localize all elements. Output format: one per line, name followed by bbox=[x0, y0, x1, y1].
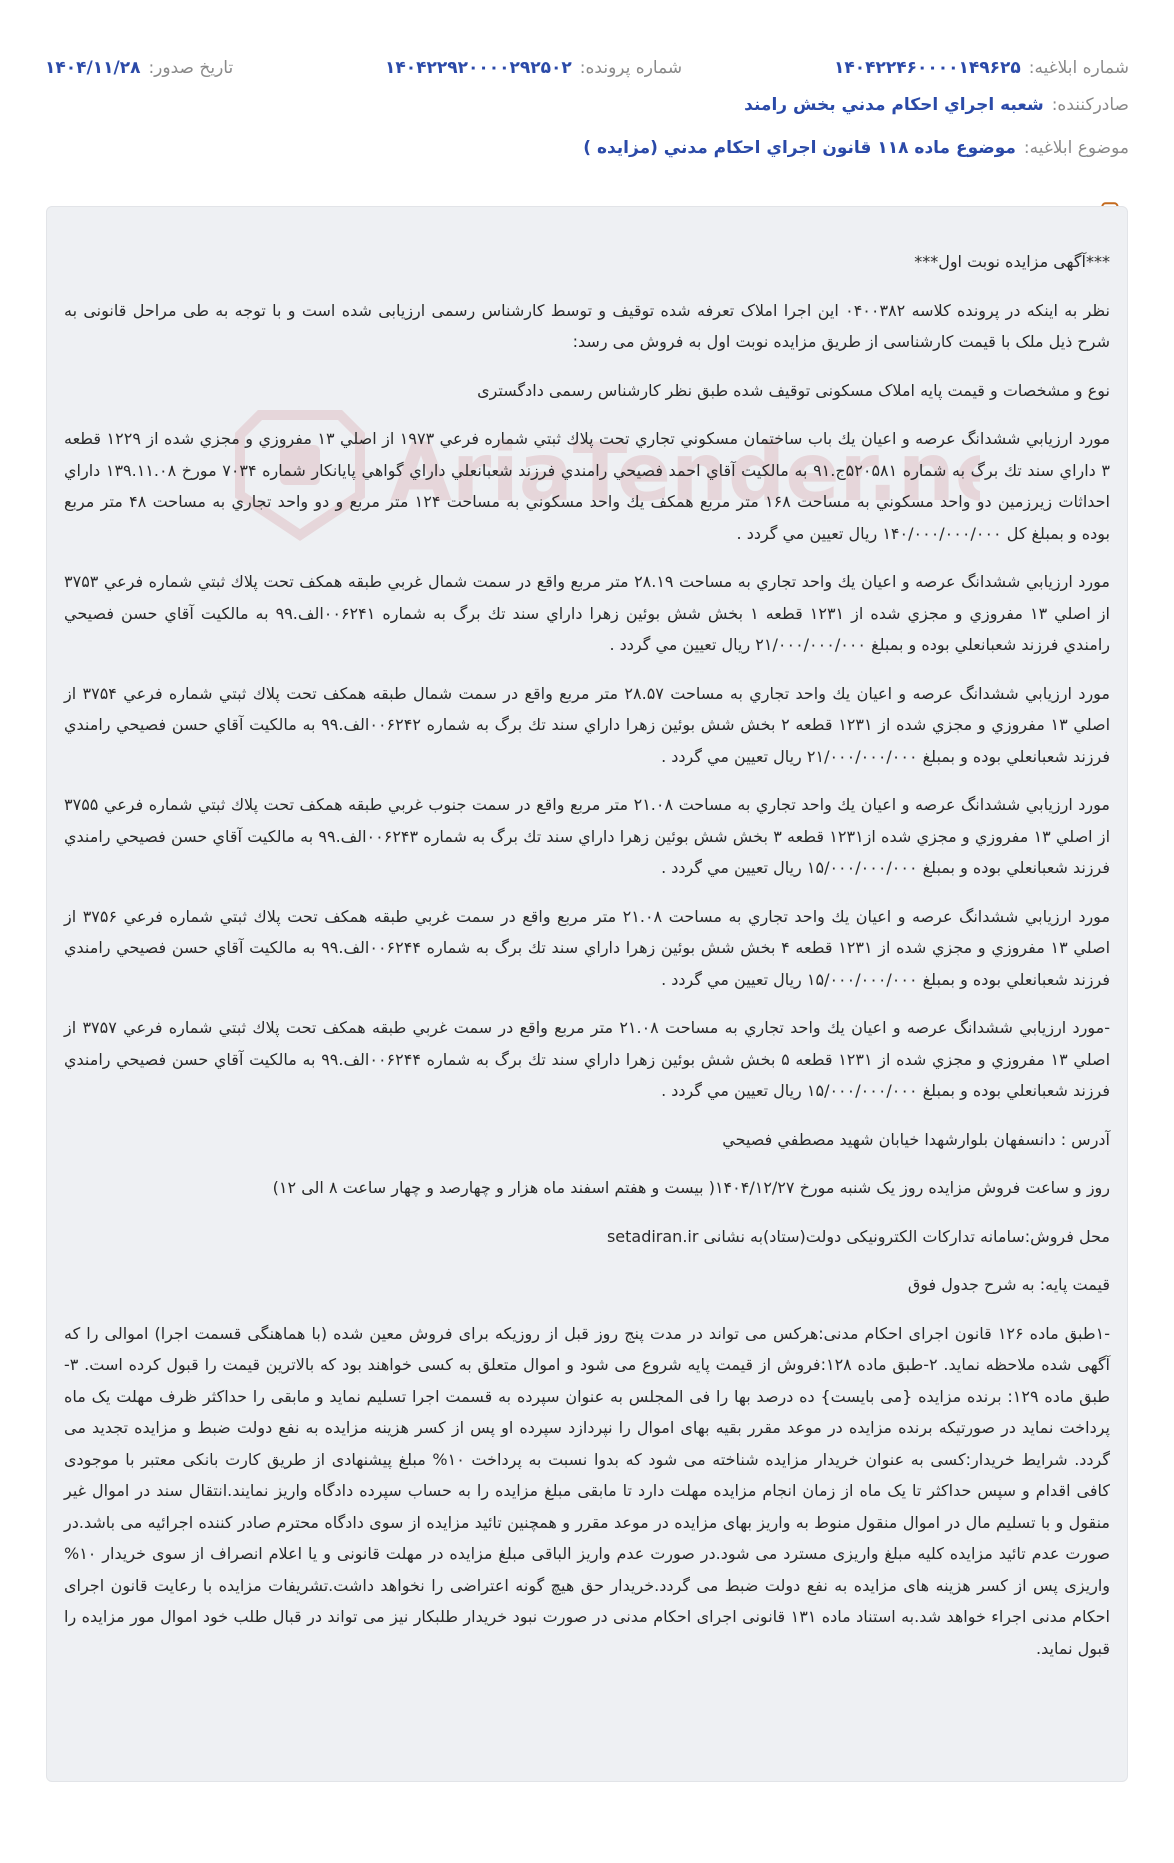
issuer-label: صادرکننده: bbox=[1051, 95, 1129, 115]
paragraph-conditions: -۱طبق ماده ۱۲۶ قانون اجرای احکام مدنی:هرکس می تواند در مدت پنج روز قبل از روزیکه برای فروش معین شده (با هماهنگی قسمت اجرا) اموالی را که آگهی شده ملاحظه نماید. ۲-طبق ماده ۱۲۸:فروش از قیمت پایه شروع می شود و اموال متعلق به کسی خواهند بود که بالاترین قیمت را قبول کرده است. ۳-طبق ماده ۱۲۹: برنده مزایده {می بایست} ده درصد بها را فی المجلس به عنوان سپرده به قسمت اجرا تسلیم نماید و مابقی را حداکثر ظرف مهلت یک ماه پرداخت نماید در صورتیکه برنده مزایده در موعد مقرر بقیه بهای اموال را نپردازد سپرده او پس از کسر هزینه مزایده به نفع دولت ضبط و مزایده تجدید می گردد. شرایط خریدار:کسی به عنوان خریدار مزایده شناخته می شود که بدوا نسبت به پرداخت ۱۰% مبلغ پیشنهادی از طریق کارت بانکی معتبر با موجودی کافی اقدام و سپس حداکثر تا یک ماه از زمان انجام مزایده مهلت دارد تا مابقی مبلغ مزایده را به حساب سپرده دادگاه واریز نمایند.انتقال سند در اموال غیر منقول و با تسلیم مال در اموال منقول منوط به واریز بهای مزایده در موعد مقرر و همچنین تائید مزایده از سوی دادگاه محترم صادر کننده اجرائیه می باشد.در صورت عدم تائید مزایده کلیه مبلغ واریزی مسترد می شود.در صورت عدم واریز الباقی مبلغ مزایده در مهلت قانونی و یا اعلام انصراف از سوی خریدار ۱۰% واریزی پس از کسر هزینه های مزایده به نفع دولت ضبط می گردد.خریدار حق هیچ گونه اعتراضی را نخواهد داشت.تشریفات مزایده با رعایت قانون اجرای احکام مدنی اجراء خواهد شد.به استناد ماده ۱۳۱ قانونی اجرای احکام مدنی در صورت نبود خریدار طلبکار نیز می تواند در قبال طلب خود اموال مور مزایده را قبول نماید. bbox=[64, 1323, 1111, 1658]
paragraph-subtitle: نوع و مشخصات و قیمت پایه املاک مسکونی توقیف شده طبق نظر کارشناس رسمی دادگستری bbox=[477, 380, 1110, 400]
notice-body bbox=[64, 246, 1110, 1681]
issue-date-label: تاریخ صدور: bbox=[148, 58, 234, 78]
issue-date bbox=[45, 58, 233, 78]
paragraph-address: آدرس : دانسفهان بلوارشهدا خيابان شهيد مصطفي فصيحي bbox=[722, 1129, 1110, 1149]
paragraph-sale-location: محل فروش:سامانه تدارکات الکترونیکی دولت(ستاد)به نشانی setadiran.ir bbox=[606, 1226, 1110, 1246]
subject-row bbox=[45, 138, 1129, 158]
notice-number bbox=[834, 58, 1129, 78]
paragraph-item-1: مورد ارزيابي ششدانگ عرصه و اعيان يك باب ساختمان مسكوني تجاري تحت پلاك ثبتي شماره فرعي ۱۹۷۳ از اصلي ۱۳ مفروزي و مجزي شده از ۱۲۲۹ قطعه ۳ داراي سند تك برگ به شماره ۵۲۰۵۸۱ج.۹۱ به مالكيت آقاي احمد فصيحي رامندي فرزند شعبانعلي داراي گواهي پايانكار شماره ۷۰۳۴ مورخ ۱۳۹.۱۱.۰۸ داراي احداثات زيرزمين دو واحد مسكوني به مساحت ۱۶۸ متر مربع همكف يك واحد مسكوني به مساحت ۱۲۴ متر مربع و دو واحد تجاري به مساحت ۴۸ متر مربع بوده و بمبلغ كل ۱۴۰/۰۰۰/۰۰۰/۰۰۰ ريال تعيين مي گردد . bbox=[64, 429, 1111, 543]
notice-number-value: ۱۴۰۴۲۲۴۶۰۰۰۰۱۴۹۶۲۵ bbox=[833, 58, 1021, 78]
paragraph-intro: نظر به اینکه در پرونده کلاسه ۰۴۰۰۳۸۲ این اجرا املاک تعرفه شده توقیف و توسط کارشناس رسمی ارزیابی شده است و با توجه به طی مراحل قانونی به شرح ذیل ملک با قیمت کارشناسی از طریق مزایده نوبت اول به فروش می رسد: bbox=[64, 300, 1111, 351]
issue-date-value: ۱۴۰۴/۱۱/۲۸ bbox=[45, 58, 141, 78]
paragraph-title: ***آگهی مزایده نوبت اول*** bbox=[914, 252, 1110, 271]
notice-number-label: شماره ابلاغيه: bbox=[1028, 58, 1129, 78]
subject-label: موضوع ابلاغيه: bbox=[1023, 138, 1129, 158]
case-number-value: ۱۴۰۴۲۲۹۲۰۰۰۰۲۹۲۵۰۲ bbox=[385, 58, 572, 78]
paragraph-item-3: مورد ارزيابي ششدانگ عرصه و اعيان يك واحد تجاري به مساحت ۲۸.۵۷ متر مربع واقع در سمت شمال طبقه همكف تحت پلاك ثبتي شماره فرعي ۳۷۵۴ از اصلي ۱۳ مفروزي و مجزي شده از ۱۲۳۱ قطعه ۲ بخش شش بوئين زهرا داراي سند تك برگ به شماره ۰۰۶۲۴۲الف.۹۹ به مالكيت آقاي حسن فصيحي رامندي فرزند شعبانعلي بوده و بمبلغ ۲۱/۰۰۰/۰۰۰/۰۰۰ ريال تعيين مي گردد . bbox=[64, 683, 1111, 766]
subject-value: موضوع ماده ۱۱۸ قانون اجراي احكام مدني (مزايده ) bbox=[583, 138, 1016, 158]
case-number-label: شماره پرونده: bbox=[579, 58, 683, 78]
paragraph-item-2: مورد ارزيابي ششدانگ عرصه و اعيان يك واحد تجاري به مساحت ۲۸.۱۹ متر مربع واقع در سمت شمال غربي طبقه همكف تحت پلاك ثبتي شماره فرعي ۳۷۵۳ از اصلي ۱۳ مفروزي و مجزي شده از ۱۲۳۱ قطعه ۱ بخش شش بوئين زهرا داراي سند تك برگ به شماره ۰۰۶۲۴۱الف.۹۹ به مالكيت آقاي حسن فصيحي رامندي فرزند شعبانعلي بوده و بمبلغ ۲۱/۰۰۰/۰۰۰/۰۰۰ ريال تعيين مي گردد . bbox=[64, 572, 1110, 654]
paragraph-item-5: مورد ارزيابي ششدانگ عرصه و اعيان يك واحد تجاري به مساحت ۲۱.۰۸ متر مربع واقع در سمت غربي طبقه همكف تحت پلاك ثبتي شماره فرعي ۳۷۵۶ از اصلي ۱۳ مفروزي و مجزي شده از ۱۲۳۱ قطعه ۴ بخش شش بوئين زهرا داراي سند تك برگ به شماره ۰۰۶۲۴۴الف.۹۹ به مالكيت آقاي حسن فصيحي رامندي فرزند شعبانعلي بوده و بمبلغ ۱۵/۰۰۰/۰۰۰/۰۰۰ ريال تعيين مي گردد . bbox=[64, 906, 1111, 989]
paragraph-base-price: قیمت پایه: به شرح جدول فوق bbox=[907, 1275, 1110, 1294]
paragraph-item-6: -مورد ارزيابي ششدانگ عرصه و اعيان يك واحد تجاري به مساحت ۲۱.۰۸ متر مربع واقع در سمت غربي طبقه همكف تحت پلاك ثبتي شماره فرعي ۳۷۵۷ از اصلي ۱۳ مفروزي و مجزي شده از ۱۲۳۱ قطعه ۵ بخش شش بوئين زهرا داراي سند تك برگ به شماره ۰۰۶۲۴۴الف.۹۹ به مالكيت آقاي حسن فصيحي رامندي فرزند شعبانعلي بوده و بمبلغ ۱۵/۰۰۰/۰۰۰/۰۰۰ ريال تعيين مي گردد . bbox=[64, 1018, 1111, 1100]
issuer-row bbox=[45, 95, 1129, 115]
header-meta-row bbox=[45, 52, 1129, 84]
case-number bbox=[385, 58, 682, 78]
paragraph-item-4: مورد ارزيابي ششدانگ عرصه و اعيان يك واحد تجاري به مساحت ۲۱.۰۸ متر مربع واقع در سمت جنوب غربي طبقه همكف تحت پلاك ثبتي شماره فرعي ۳۷۵۵ از اصلي ۱۳ مفروزي و مجزي شده از۱۲۳۱ قطعه ۳ بخش شش بوئين زهرا داراي سند تك برگ به شماره ۰۰۶۲۴۳الف.۹۹ به مالكيت آقاي حسن فصيحي رامندي فرزند شعبانعلي بوده و بمبلغ ۱۵/۰۰۰/۰۰۰/۰۰۰ ريال تعيين مي گردد . bbox=[64, 795, 1111, 877]
paragraph-date-time: روز و ساعت فروش مزایده روز یک شنبه مورخ ۱۴۰۴/۱۲/۲۷( بیست و هفتم اسفند ماه هزار و چهارصد و چهار ساعت ۸ الی ۱۲) bbox=[272, 1178, 1110, 1197]
issuer-value: شعبه اجراي احكام مدني بخش رامند bbox=[744, 95, 1044, 115]
